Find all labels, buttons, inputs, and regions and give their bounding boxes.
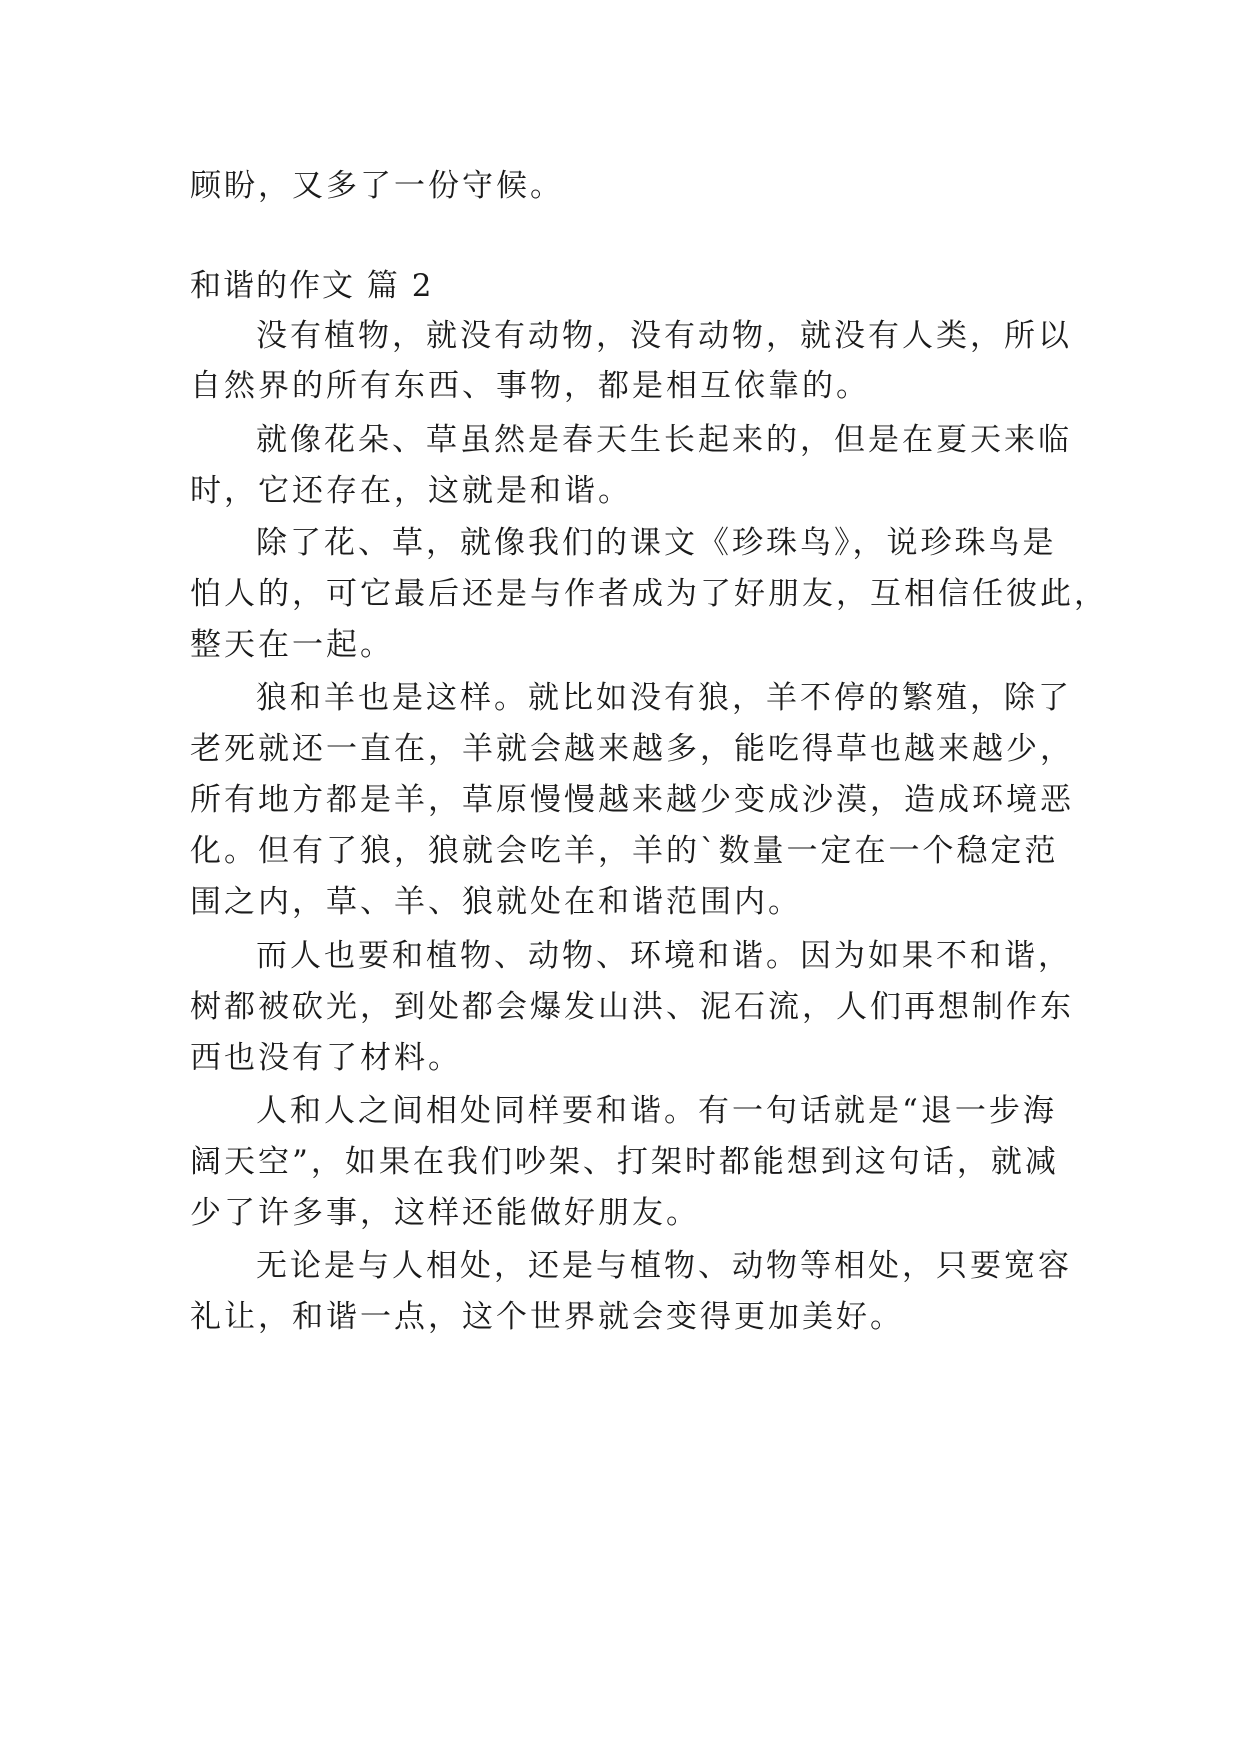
paragraph-line: 无论是与人相处，还是与植物、动物等相处，只要宽容 <box>256 1248 1072 1284</box>
paragraph-line: 整天在一起。 <box>190 627 394 663</box>
section-heading: 和谐的作文 篇 2 <box>190 268 434 304</box>
paragraph-line: 老死就还一直在，羊就会越来越多，能吃得草也越来越少， <box>190 731 1074 767</box>
paragraph-line: 围之内，草、羊、狼就处在和谐范围内。 <box>190 884 802 920</box>
paragraph-line: 少了许多事，这样还能做好朋友。 <box>190 1195 700 1231</box>
paragraph-line: 礼让，和谐一点，这个世界就会变得更加美好。 <box>190 1299 904 1335</box>
paragraph-line: 自然界的所有东西、事物，都是相互依靠的。 <box>190 368 870 404</box>
paragraph-line: 西也没有了材料。 <box>190 1040 462 1076</box>
paragraph-line: 狼和羊也是这样。就比如没有狼，羊不停的繁殖，除了 <box>256 680 1072 716</box>
paragraph-line: 阔天空”，如果在我们吵架、打架时都能想到这句话，就减 <box>190 1144 1059 1180</box>
paragraph-line: 怕人的，可它最后还是与作者成为了好朋友，互相信任彼此， <box>190 576 1108 612</box>
paragraph-line: 时，它还存在，这就是和谐。 <box>190 473 632 509</box>
text-line: 顾盼，又多了一份守候。 <box>190 168 564 204</box>
paragraph-line: 所有地方都是羊，草原慢慢越来越少变成沙漠，造成环境恶 <box>190 782 1074 818</box>
paragraph-line: 没有植物，就没有动物，没有动物，就没有人类，所以 <box>256 318 1072 354</box>
paragraph-line: 树都被砍光，到处都会爆发山洪、泥石流，人们再想制作东 <box>190 989 1074 1025</box>
paragraph-line: 就像花朵、草虽然是春天生长起来的，但是在夏天来临 <box>256 422 1072 458</box>
paragraph-line: 化。但有了狼，狼就会吃羊，羊的`数量一定在一个稳定范 <box>190 833 1059 869</box>
paragraph-line: 除了花、草，就像我们的课文《珍珠鸟》，说珍珠鸟是 <box>256 525 1057 561</box>
paragraph-line: 而人也要和植物、动物、环境和谐。因为如果不和谐， <box>256 938 1072 974</box>
paragraph-line: 人和人之间相处同样要和谐。有一句话就是“退一步海 <box>256 1093 1057 1129</box>
